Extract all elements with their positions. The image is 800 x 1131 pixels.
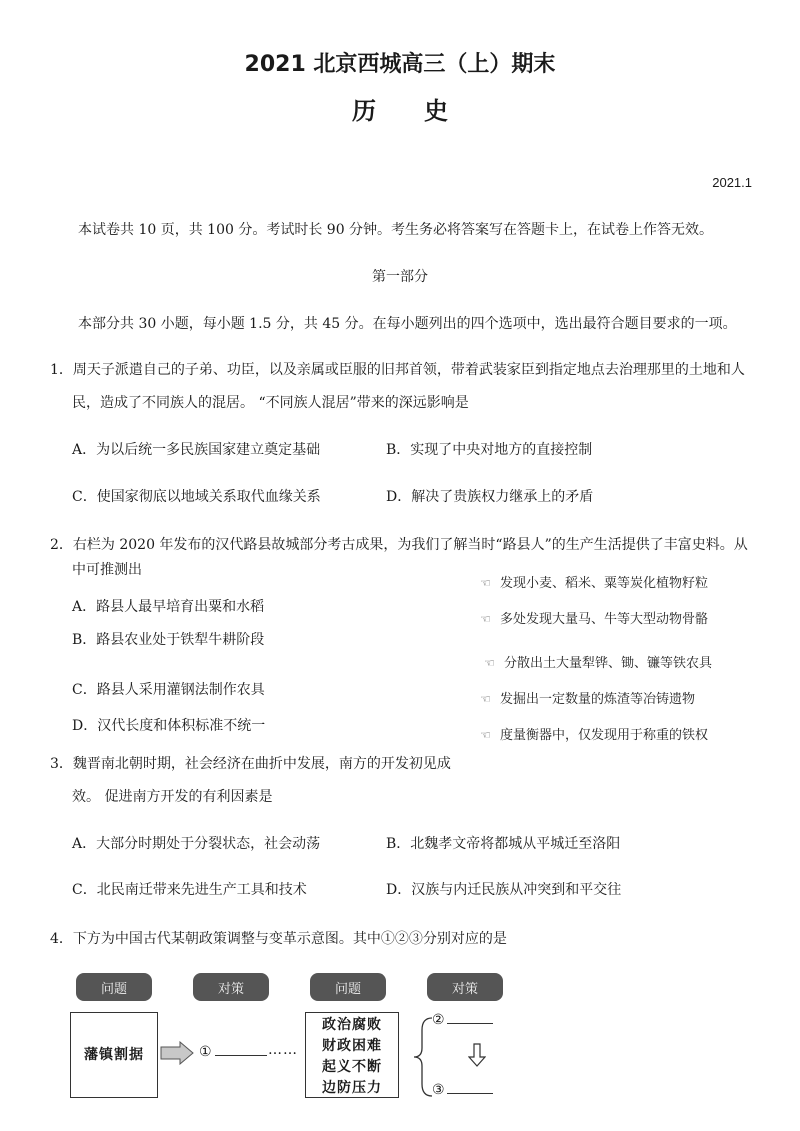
evidence-item: ☜ 多处发现大量马、牛等大型动物骨骼 [480, 612, 709, 627]
problem-box-2: 政治腐败 财政困难 起义不断 边防压力 [305, 1012, 399, 1098]
evidence-item: ☜ 度量衡器中，仅发现用于称重的铁权 [480, 728, 709, 743]
subject-title: 历 史 [352, 97, 448, 125]
blank-1: ① [199, 1044, 267, 1060]
exam-instructions: 本试卷共 10 页，共 100 分。考试时长 90 分钟。考生务必将答案写在答题卡上，在试卷上作答无效。 [78, 222, 714, 238]
blank-3: ③ [432, 1082, 493, 1098]
q1-stem-line1: 1．周天子派遣自己的子弟、功臣，以及亲属或臣服的旧邦首领，带着武装家臣到指定地点去治理那里的土地和人 [50, 362, 745, 378]
diagram-label-problem: 问题 [310, 973, 386, 1001]
hand-pointing-icon: ☜ [480, 576, 491, 590]
q3-option-a[interactable]: A．大部分时期处于分裂状态，社会动荡 [72, 836, 321, 852]
hand-pointing-icon: ☜ [480, 692, 491, 706]
q1-option-a[interactable]: A．为以后统一多民族国家建立奠定基础 [72, 442, 321, 458]
blank-2: ② [432, 1012, 493, 1028]
q2-stem-line2: 中可推测出 [72, 562, 142, 578]
problem-box-1: 藩镇割据 [70, 1012, 158, 1098]
diagram-label-measure: 对策 [427, 973, 503, 1001]
q3-option-d[interactable]: D．汉族与内迁民族从冲突到和平交往 [386, 882, 622, 898]
diagram-label-problem: 问题 [76, 973, 152, 1001]
part-title: 第一部分 [372, 269, 428, 285]
diagram-label-measure: 对策 [193, 973, 269, 1001]
q2-option-b[interactable]: B．路县农业处于铁犁牛耕阶段 [72, 632, 265, 648]
q3-option-c[interactable]: C．北民南迁带来先进生产工具和技术 [72, 882, 307, 898]
q1-option-c[interactable]: C．使国家彻底以地域关系取代血缘关系 [72, 489, 321, 505]
q3-stem-line1: 3．魏晋南北朝时期，社会经济在曲折中发展，南方的开发初见成 [50, 756, 451, 772]
exam-date: 2021.1 [712, 175, 752, 190]
ellipsis: …… [268, 1042, 298, 1058]
q1-stem-line2: 民，造成了不同族人的混居。 “不同族人混居”带来的深远影响是 [72, 395, 469, 411]
q3-option-b[interactable]: B．北魏孝文帝将都城从平城迁至洛阳 [386, 836, 621, 852]
q1-option-b[interactable]: B．实现了中央对地方的直接控制 [386, 442, 593, 458]
part-instructions: 本部分共 30 小题，每小题 1.5 分，共 45 分。在每小题列出的四个选项中，选出最符合题目要求的一项。 [78, 316, 737, 332]
q2-option-a[interactable]: A．路县人最早培育出粟和水稻 [72, 599, 265, 615]
q2-option-d[interactable]: D．汉代长度和体积标准不统一 [72, 718, 266, 734]
q2-option-c[interactable]: C．路县人采用灌钢法制作农具 [72, 682, 265, 698]
exam-title: 2021 北京西城高三（上）期末 [244, 52, 556, 77]
q3-stem-line2: 效。 促进南方开发的有利因素是 [72, 789, 273, 805]
q4-stem: 4．下方为中国古代某朝政策调整与变革示意图。其中①②③分别对应的是 [50, 931, 507, 947]
right-arrow-icon [160, 1041, 194, 1065]
q2-stem-line1: 2．右栏为 2020 年发布的汉代路县故城部分考古成果，为我们了解当时“路县人”的生产生活提供了丰富史料。从 [50, 537, 748, 553]
evidence-item: ☜ 发掘出一定数量的炼渣等冶铸遗物 [480, 692, 696, 707]
q1-option-d[interactable]: D．解决了贵族权力继承上的矛盾 [386, 489, 594, 505]
down-arrow-icon [468, 1043, 486, 1067]
hand-pointing-icon: ☜ [484, 656, 495, 670]
hand-pointing-icon: ☜ [480, 728, 491, 742]
evidence-item: ☜ 分散出土大量犁铧、锄、镰等铁农具 [484, 656, 713, 671]
evidence-item: ☜ 发现小麦、稻米、粟等炭化植物籽粒 [480, 576, 709, 591]
hand-pointing-icon: ☜ [480, 612, 491, 626]
